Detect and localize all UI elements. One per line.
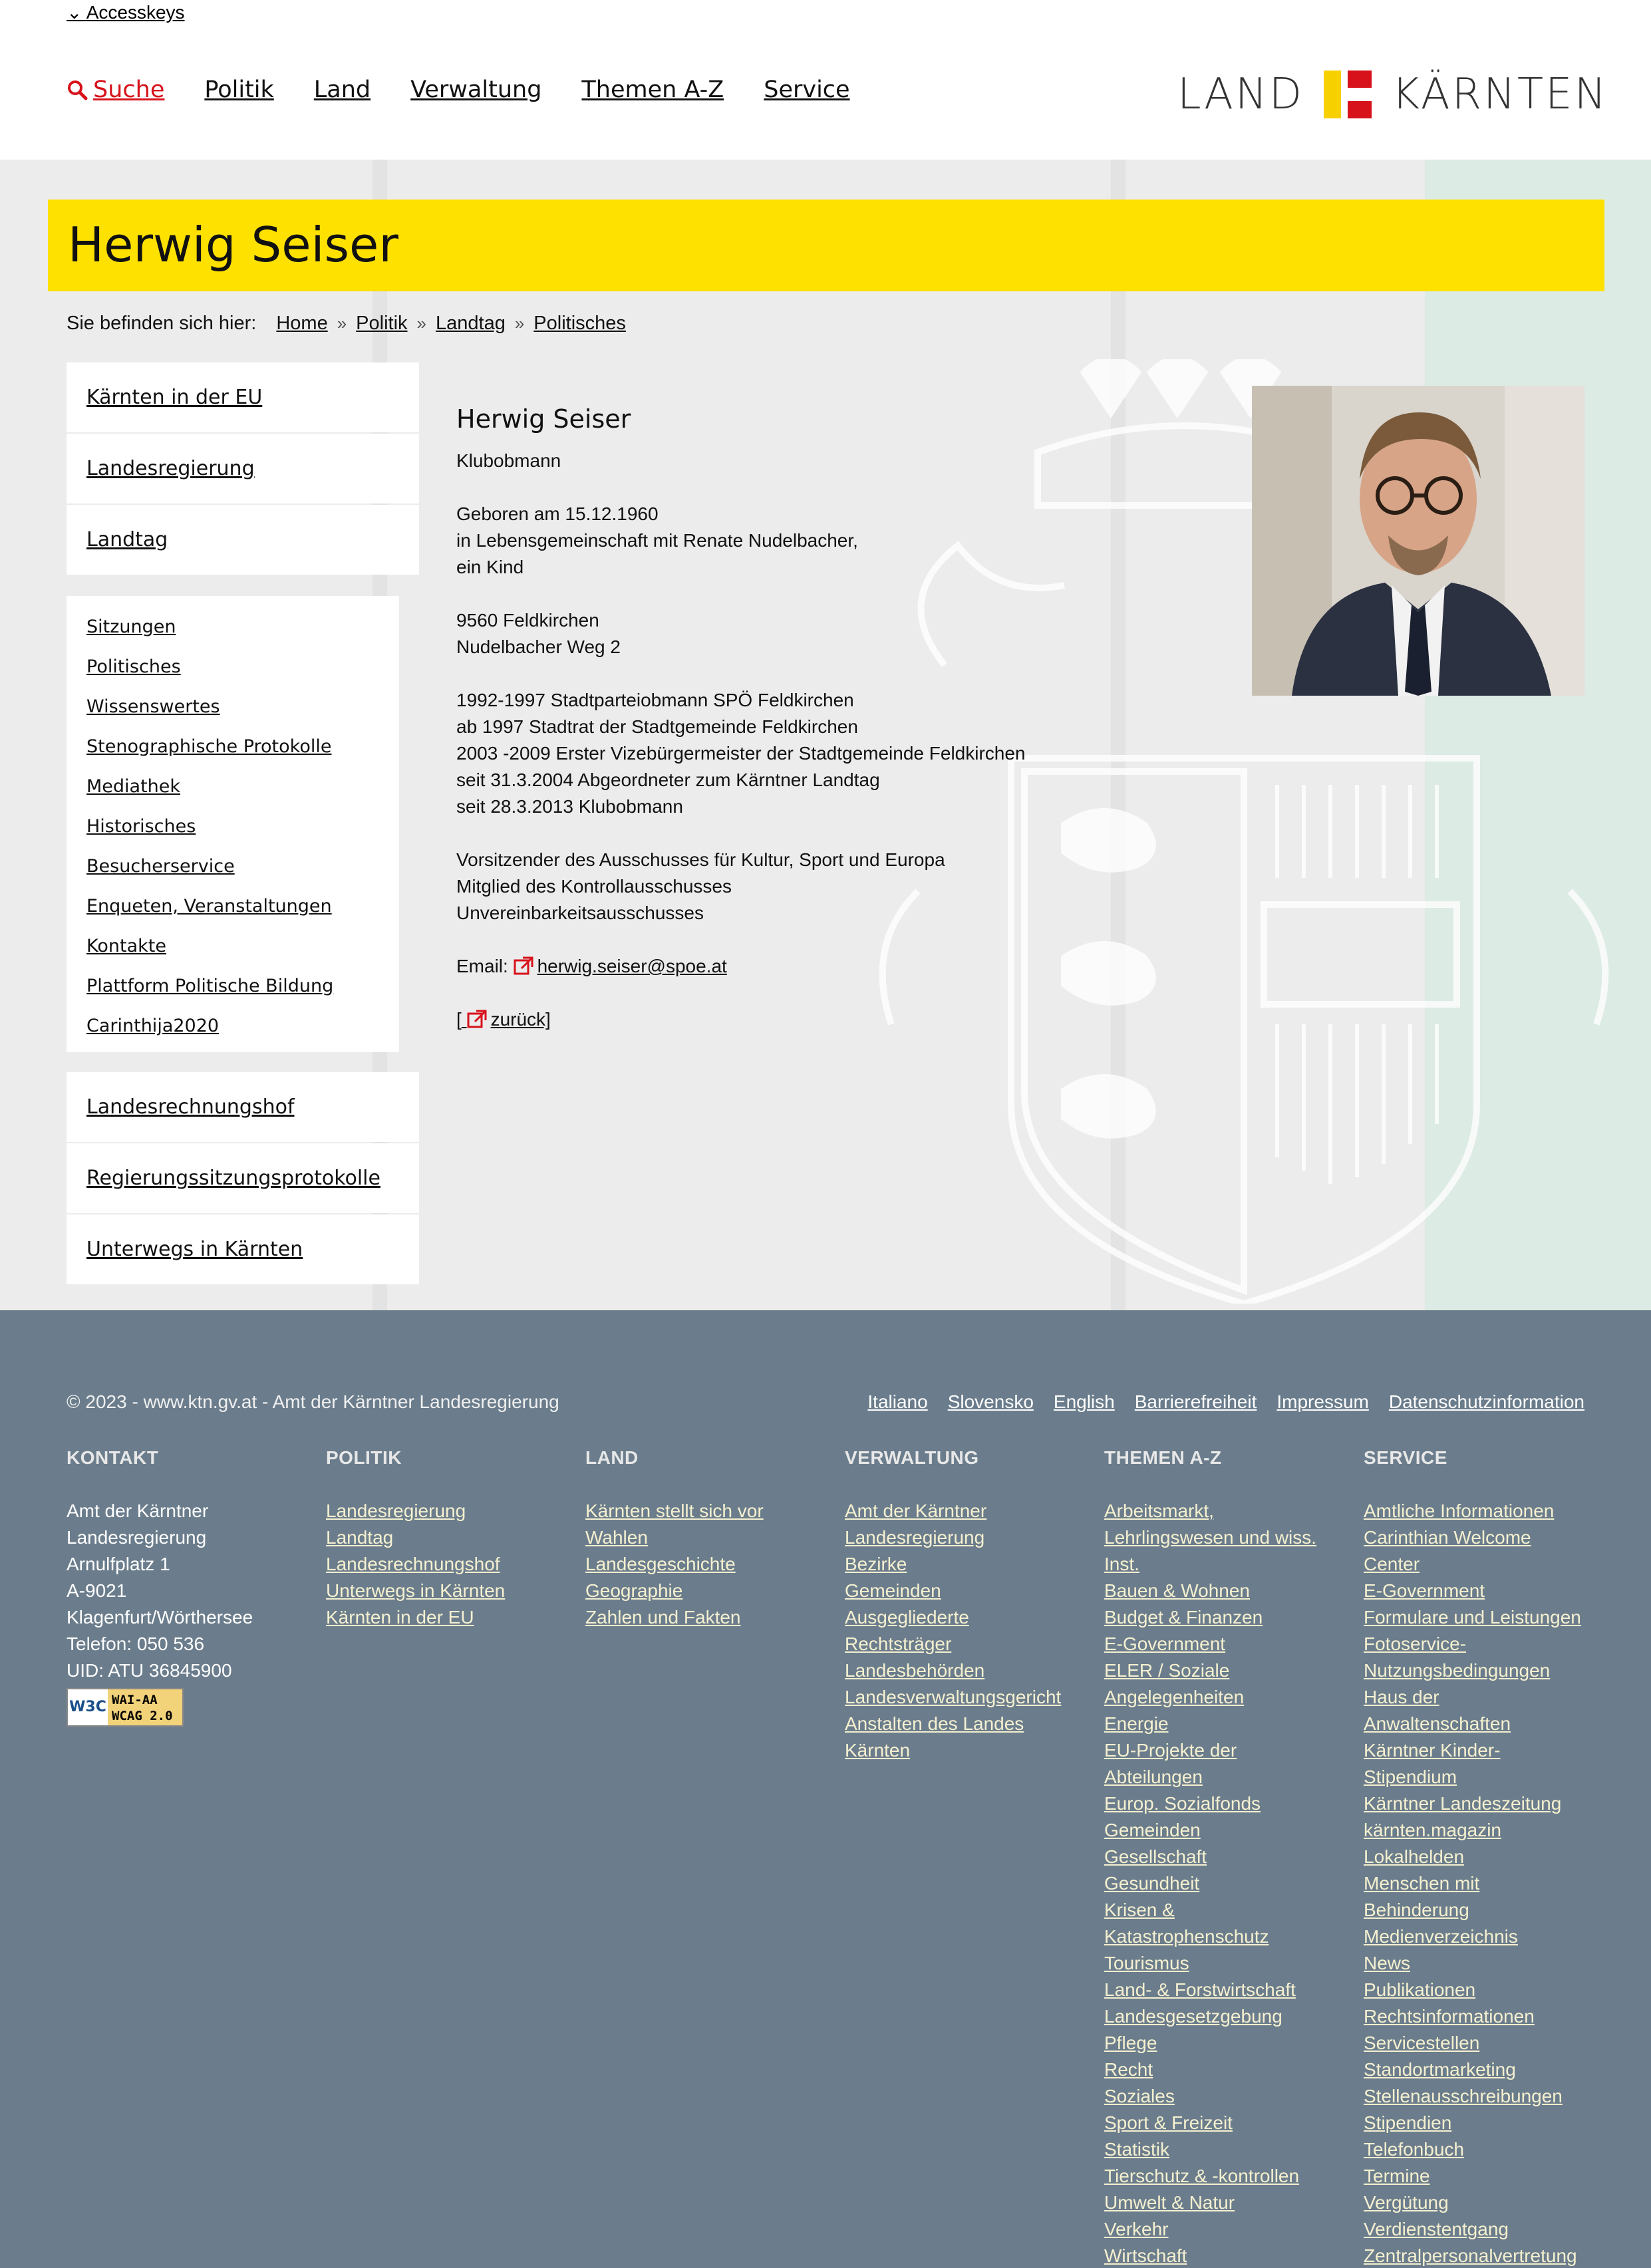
footer-link[interactable]: Kärnten — [845, 1740, 911, 1761]
footer-link[interactable]: Pflege — [1104, 2033, 1157, 2053]
sidebar-subitem-carinthija[interactable]: Carinthija2020 — [86, 1015, 220, 1036]
sidebar-subitem-bildung[interactable]: Plattform Politische Bildung — [86, 975, 334, 996]
profile-career: 1992-1997 Stadtparteiobmann SPÖ Feldkirchen ab 1997 Stadtrat der Stadtgemeinde Feldkirchen 2003 -2009 Erster Vizebürgermeister der Stadtgemeinde Feldkirchen seit 31.3.2004 Abgeordneter zum Kärntner Landtag seit 28.3.2013 Klubobmann — [456, 690, 1026, 817]
logo-text-right: KÄRNTEN — [1392, 70, 1608, 119]
sidebar-subitem-kontakte[interactable]: Kontakte — [86, 935, 166, 956]
profile-photo — [1252, 386, 1584, 696]
footer-link[interactable]: EU-Projekte der — [1104, 1740, 1237, 1761]
search-icon — [67, 79, 88, 100]
footer-link[interactable]: Verdienstentgang — [1364, 2219, 1509, 2239]
footer-heading-verwaltung: VERWALTUNG — [845, 1447, 979, 1468]
footer-link[interactable]: Land- & Forstwirtschaft — [1104, 1979, 1296, 2000]
footer-link[interactable]: Haus der — [1364, 1687, 1439, 1707]
breadcrumb-politisches[interactable]: Politisches — [533, 313, 626, 334]
footer-col-themen — [1104, 1445, 1357, 2268]
footer-link[interactable]: Bezirke — [845, 1554, 907, 1574]
profile-content — [456, 402, 1026, 1033]
footer-link[interactable]: Landesrechnungshof — [326, 1554, 500, 1574]
footer-link[interactable]: Stipendium — [1364, 1767, 1457, 1787]
footer-col-land — [585, 1445, 838, 1631]
footer-links — [867, 1391, 1584, 1413]
footer-link[interactable]: Angelegenheiten — [1104, 1687, 1245, 1707]
footer-link[interactable]: Tierschutz & -kontrollen — [1104, 2166, 1300, 2186]
footer-link[interactable]: Standortmarketing — [1364, 2059, 1516, 2080]
chevron-double-right-icon: » — [337, 313, 347, 333]
footer-copyright: © 2023 - www.ktn.gv.at - Amt der Kärntner Landesregierung — [67, 1391, 559, 1412]
nav-politik[interactable]: Politik — [204, 76, 274, 103]
footer-link[interactable]: Kärnten stellt sich vor — [585, 1500, 764, 1521]
chevron-double-right-icon: » — [416, 313, 426, 333]
footer-heading-kontakt: KONTAKT — [67, 1447, 159, 1468]
nav-themen[interactable]: Themen A-Z — [581, 76, 724, 103]
footer-link[interactable]: Tourismus — [1104, 1953, 1189, 1973]
w3c-logo-icon: W3C — [68, 1689, 108, 1725]
sidebar-subitem-protokolle[interactable]: Stenographische Protokolle — [86, 736, 332, 757]
breadcrumb-landtag[interactable]: Landtag — [436, 313, 506, 334]
footer-link[interactable]: Kärntner Kinder- — [1364, 1740, 1501, 1761]
footer-link[interactable]: Kärntner Landeszeitung — [1364, 1793, 1562, 1814]
footer-link[interactable]: Lehrlingswesen und wiss. — [1104, 1527, 1317, 1548]
footer-link[interactable]: Kärnten in der EU — [326, 1607, 474, 1628]
footer-link[interactable]: Arbeitsmarkt, — [1104, 1500, 1214, 1521]
footer-link[interactable]: Zahlen und Fakten — [585, 1607, 741, 1628]
footer-link[interactable]: Landesgesetzgebung — [1104, 2006, 1282, 2027]
footer-link-barrierefreiheit[interactable]: Barrierefreiheit — [1134, 1391, 1257, 1412]
logo-mark-icon — [1324, 71, 1372, 118]
sidebar-item-unterwegs[interactable]: Unterwegs in Kärnten — [67, 1214, 419, 1284]
accesskeys-label: Accesskeys — [86, 2, 185, 23]
footer-link-english[interactable]: English — [1053, 1391, 1115, 1412]
footer-link[interactable]: Wahlen — [585, 1527, 648, 1548]
chevron-down-icon: ⌄ — [67, 2, 82, 23]
page-title: Herwig Seiser — [68, 217, 398, 273]
sidebar-subitem-mediathek[interactable]: Mediathek — [86, 776, 181, 797]
footer-link[interactable]: Abteilungen — [1104, 1767, 1203, 1787]
footer-link[interactable]: Unterwegs in Kärnten — [326, 1580, 506, 1601]
sidebar-subitem-sitzungen[interactable]: Sitzungen — [86, 616, 176, 637]
profile-email-row — [456, 953, 1026, 980]
footer-link-italiano[interactable]: Italiano — [867, 1391, 928, 1412]
footer-link[interactable]: Zentralpersonalvertretung — [1364, 2245, 1577, 2266]
footer-link[interactable]: Nutzungsbedingungen — [1364, 1660, 1551, 1681]
nav-service[interactable]: Service — [764, 76, 850, 103]
footer-col-service — [1364, 1445, 1616, 2268]
footer-heading-land: LAND — [585, 1447, 639, 1468]
footer-link[interactable]: Krisen & — [1104, 1900, 1175, 1920]
external-link-icon — [514, 956, 533, 975]
footer-link[interactable]: Landesbehörden — [845, 1660, 985, 1681]
footer-link[interactable]: Stipendien — [1364, 2112, 1452, 2133]
sidebar — [67, 362, 419, 1286]
sidebar-submenu-landtag — [67, 596, 399, 1052]
wcag-badge[interactable]: W3C WAI-AA WCAG 2.0 — [67, 1688, 184, 1727]
footer-link[interactable]: Gesellschaft — [1104, 1846, 1207, 1867]
footer-link[interactable]: Gemeinden — [845, 1580, 941, 1601]
breadcrumb-politik[interactable]: Politik — [356, 313, 408, 334]
footer-link[interactable]: Bauen & Wohnen — [1104, 1580, 1250, 1601]
back-link[interactable]: zurück] — [462, 1009, 551, 1030]
footer-link[interactable]: Europ. Sozialfonds — [1104, 1793, 1261, 1814]
footer-link[interactable]: Soziales — [1104, 2086, 1175, 2106]
sidebar-item-landesregierung[interactable]: Landesregierung — [67, 434, 419, 503]
footer-link[interactable]: Telefonbuch — [1364, 2139, 1465, 2160]
main-navigation — [67, 76, 850, 103]
footer-link[interactable]: Ausgegliederte — [845, 1607, 969, 1628]
logo-land-kaernten[interactable] — [1177, 70, 1608, 119]
footer-link[interactable]: Menschen mit — [1364, 1873, 1480, 1894]
footer-link[interactable]: Gemeinden — [1104, 1820, 1201, 1840]
footer-link[interactable]: Vergütung — [1364, 2192, 1449, 2213]
footer-link[interactable]: Landesregierung — [326, 1500, 466, 1521]
footer-link[interactable]: Wirtschaft — [1104, 2245, 1187, 2266]
footer-link[interactable]: ELER / Soziale — [1104, 1660, 1230, 1681]
footer-link[interactable]: Gesundheit — [1104, 1873, 1200, 1894]
nav-search[interactable] — [67, 76, 164, 103]
footer-link[interactable]: Rechtsinformationen — [1364, 2006, 1535, 2027]
footer-link[interactable]: Servicestellen — [1364, 2033, 1480, 2053]
footer-link[interactable]: E-Government — [1104, 1633, 1226, 1654]
nav-verwaltung[interactable]: Verwaltung — [410, 76, 542, 103]
footer-link[interactable]: Budget & Finanzen — [1104, 1607, 1263, 1628]
footer-link[interactable]: Landesverwaltungsgericht — [845, 1687, 1062, 1707]
sidebar-subitem-enqueten[interactable]: Enqueten, Veranstaltungen — [86, 895, 332, 917]
footer-link[interactable]: kärnten.magazin — [1364, 1820, 1502, 1840]
footer-col-politik — [326, 1445, 579, 1631]
footer-heading-service: SERVICE — [1364, 1447, 1447, 1468]
footer-link[interactable]: Geographie — [585, 1580, 683, 1601]
footer-link[interactable]: Anwaltenschaften — [1364, 1713, 1511, 1734]
footer-link-slovensko[interactable]: Slovensko — [947, 1391, 1034, 1412]
profile-address: 9560 Feldkirchen Nudelbacher Weg 2 — [456, 610, 621, 657]
footer-link[interactable]: Statistik — [1104, 2139, 1170, 2160]
email-label: Email: — [456, 956, 508, 976]
footer-col-kontakt: KONTAKT Amt der Kärntner Landesregierung Arnulfplatz 1 A-9021 Klagenfurt/Wörthersee Telefon: 050 536 UID: ATU 36845900 W3C WAI-AA WCAG 2.0 — [67, 1445, 319, 1727]
sidebar-subitem-historisches[interactable]: Historisches — [86, 815, 196, 837]
sidebar-item-kaernten-eu[interactable]: Kärnten in der EU — [67, 362, 419, 432]
footer-link[interactable]: Landesregierung — [845, 1527, 985, 1548]
footer-link[interactable]: Verkehr — [1104, 2219, 1169, 2239]
footer-link[interactable]: Fotoservice- — [1364, 1633, 1467, 1654]
footer-link[interactable]: Amt der Kärntner — [845, 1500, 987, 1521]
footer-link[interactable]: Katastrophenschutz — [1104, 1926, 1269, 1947]
footer-link[interactable]: Behinderung — [1364, 1900, 1469, 1920]
nav-search-label: Suche — [93, 76, 165, 103]
footer-link[interactable]: Anstalten des Landes — [845, 1713, 1024, 1734]
footer — [0, 1310, 1651, 2268]
footer-link-impressum[interactable]: Impressum — [1276, 1391, 1369, 1412]
footer-link[interactable]: Umwelt & Natur — [1104, 2192, 1235, 2213]
back-row: [ zurück] — [456, 1009, 551, 1030]
footer-link[interactable]: Center — [1364, 1554, 1420, 1574]
footer-link[interactable]: Landesgeschichte — [585, 1554, 736, 1574]
footer-link[interactable]: Energie — [1104, 1713, 1169, 1734]
sidebar-subitem-politisches[interactable]: Politisches — [86, 656, 181, 677]
nav-land[interactable]: Land — [313, 76, 371, 103]
page-title-bar — [48, 200, 1604, 291]
footer-link[interactable]: Stellenausschreibungen — [1364, 2086, 1563, 2106]
footer-link[interactable]: Amtliche Informationen — [1364, 1500, 1555, 1521]
footer-link[interactable]: News — [1364, 1953, 1411, 1973]
footer-link[interactable]: Medienverzeichnis — [1364, 1926, 1518, 1947]
footer-link-datenschutz[interactable]: Datenschutzinformation — [1388, 1391, 1584, 1412]
sidebar-subitem-besucherservice[interactable]: Besucherservice — [86, 855, 235, 877]
footer-link[interactable]: E-Government — [1364, 1580, 1485, 1601]
accesskeys-link[interactable] — [67, 1, 185, 23]
profile-committees: Vorsitzender des Ausschusses für Kultur, Sport und Europa Mitglied des Kontrollausschusses Unvereinbarkeitsausschusses — [456, 849, 945, 923]
sidebar-subitem-wissenswertes[interactable]: Wissenswertes — [86, 696, 220, 717]
footer-link[interactable]: Formulare und Leistungen — [1364, 1607, 1581, 1628]
footer-heading-politik: POLITIK — [326, 1447, 402, 1468]
breadcrumb-home[interactable]: Home — [276, 313, 328, 334]
footer-link[interactable]: Rechtsträger — [845, 1633, 952, 1654]
footer-link[interactable]: Inst. — [1104, 1554, 1139, 1574]
footer-heading-themen: THEMEN A-Z — [1104, 1447, 1222, 1468]
footer-link[interactable]: Sport & Freizeit — [1104, 2112, 1233, 2133]
footer-link[interactable]: Recht — [1104, 2059, 1153, 2080]
email-link[interactable]: herwig.seiser@spoe.at — [514, 956, 727, 976]
sidebar-item-landtag[interactable]: Landtag — [67, 505, 419, 575]
footer-link[interactable]: Lokalhelden — [1364, 1846, 1465, 1867]
footer-link[interactable]: Termine — [1364, 2166, 1430, 2186]
logo-text-left: LAND — [1177, 70, 1304, 119]
profile-personal: Geboren am 15.12.1960 in Lebensgemeinschaft mit Renate Nudelbacher, ein Kind — [456, 503, 858, 577]
profile-name: Herwig Seiser — [456, 404, 631, 434]
footer-col-verwaltung — [845, 1445, 1098, 1764]
footer-link[interactable]: Publikationen — [1364, 1979, 1476, 2000]
sidebar-item-regierungssitzungsprotokolle[interactable]: Regierungssitzungsprotokolle — [67, 1143, 419, 1213]
external-link-icon — [467, 1010, 487, 1028]
profile-role: Klubobmann — [456, 450, 561, 471]
chevron-double-right-icon: » — [514, 313, 525, 333]
footer-link[interactable]: Landtag — [326, 1527, 394, 1548]
sidebar-item-landesrechnungshof[interactable]: Landesrechnungshof — [67, 1072, 419, 1142]
breadcrumb — [67, 313, 626, 335]
footer-link[interactable]: Carinthian Welcome — [1364, 1527, 1531, 1548]
breadcrumb-label: Sie befinden sich hier: — [67, 313, 257, 334]
